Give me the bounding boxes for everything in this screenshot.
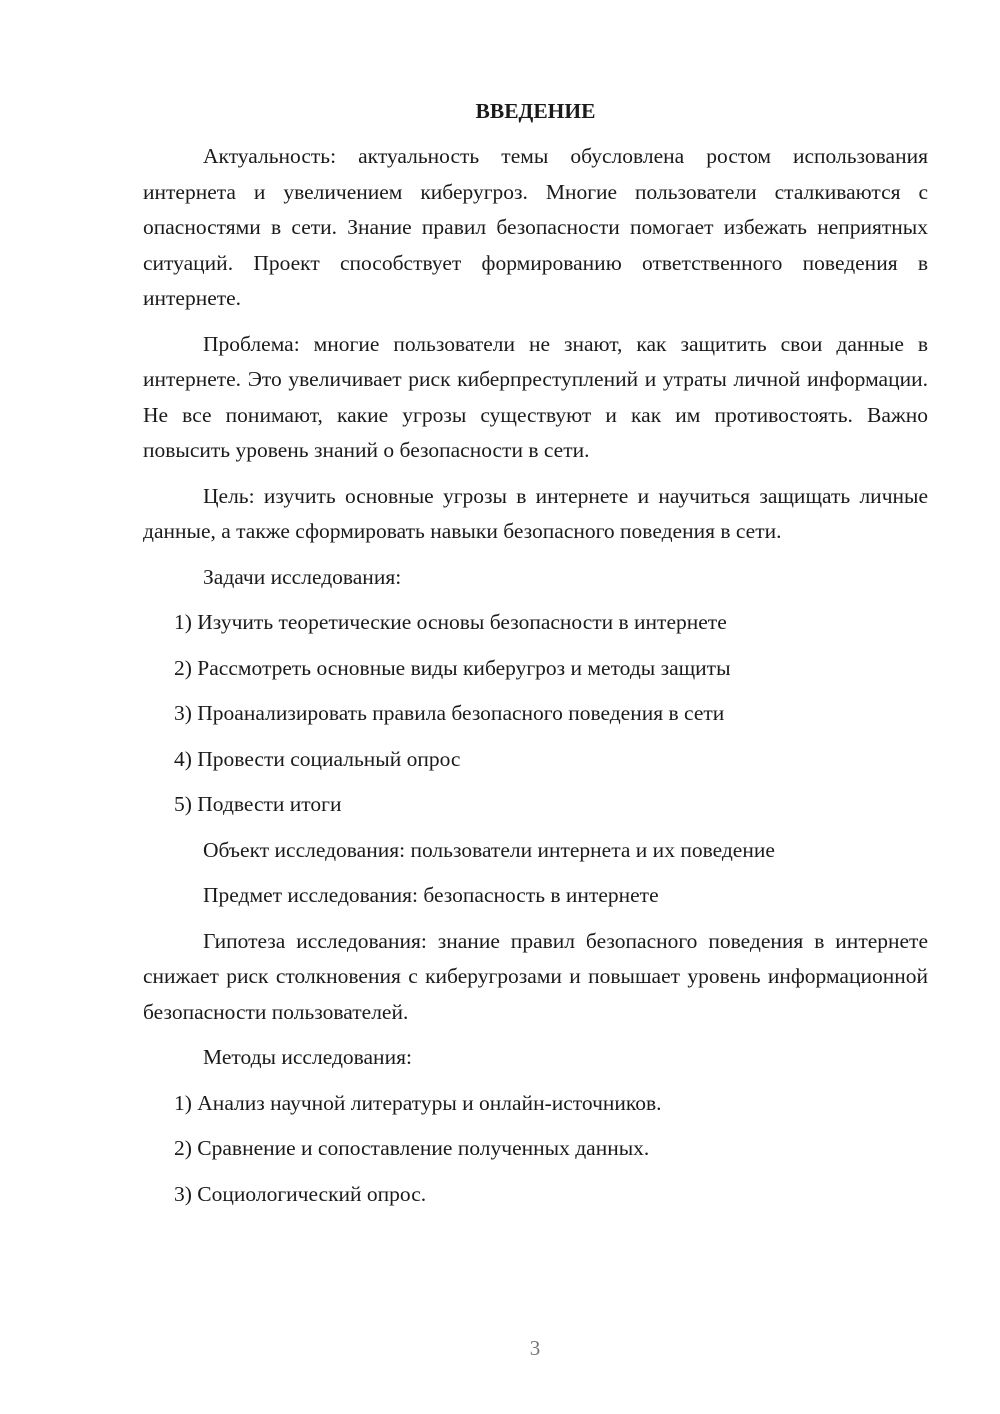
- methods-list: [143, 1086, 928, 1213]
- section-heading: ВВЕДЕНИЕ: [475, 99, 596, 123]
- tasks-label: Задачи исследования:: [203, 564, 402, 589]
- task-item: 4) Провести социальный опрос: [174, 746, 461, 771]
- methods-label: Методы исследования:: [203, 1045, 412, 1069]
- page-content: [143, 94, 928, 1222]
- method-item: 2) Сравнение и сопоставление полученных данных.: [174, 1136, 650, 1160]
- research-subject: Предмет исследования: безопасность в интернете: [203, 883, 659, 907]
- hypothesis-paragraph: Гипотеза исследования: знание правил безопасного поведения в интернете снижает риск столкновения с киберугрозами и повышает уровень информационной безопасности пользователей.: [143, 928, 928, 1024]
- problem-paragraph: Проблема: многие пользователи не знают, как защитить свои данные в интернете. Это увеличивает риск киберпреступлений и утраты личной информации. Не все понимают, какие угрозы существуют и как им противостоять. Важно повысить уровень знаний о безопасности в сети.: [143, 331, 928, 462]
- task-item: 1) Изучить теоретические основы безопасности в интернете: [174, 610, 727, 634]
- tasks-list: [143, 605, 928, 823]
- task-item: 2) Рассмотреть основные виды киберугроз и методы защиты: [174, 655, 731, 680]
- method-item: 1) Анализ научной литературы и онлайн-источников.: [174, 1090, 662, 1115]
- relevance-paragraph: Актуальность: актуальность темы обусловлена ростом использования интернета и увеличением киберугроз. Многие пользователи сталкиваются с опасностями в сети. Знание правил безопасности помогает избежать неприятных ситуаций. Проект способствует формированию ответственного поведения в интернете.: [143, 144, 928, 310]
- research-object: Объект исследования: пользователи интернета и их поведение: [203, 837, 775, 862]
- task-item: 3) Проанализировать правила безопасного поведения в сети: [174, 701, 725, 725]
- method-item: 3) Социологический опрос.: [174, 1181, 427, 1206]
- task-item: 5) Подвести итоги: [174, 792, 342, 816]
- page-number: 3: [529, 1336, 541, 1360]
- goal-paragraph: Цель: изучить основные угрозы в интернете и научиться защищать личные данные, а также сформировать навыки безопасного поведения в сети.: [143, 483, 928, 543]
